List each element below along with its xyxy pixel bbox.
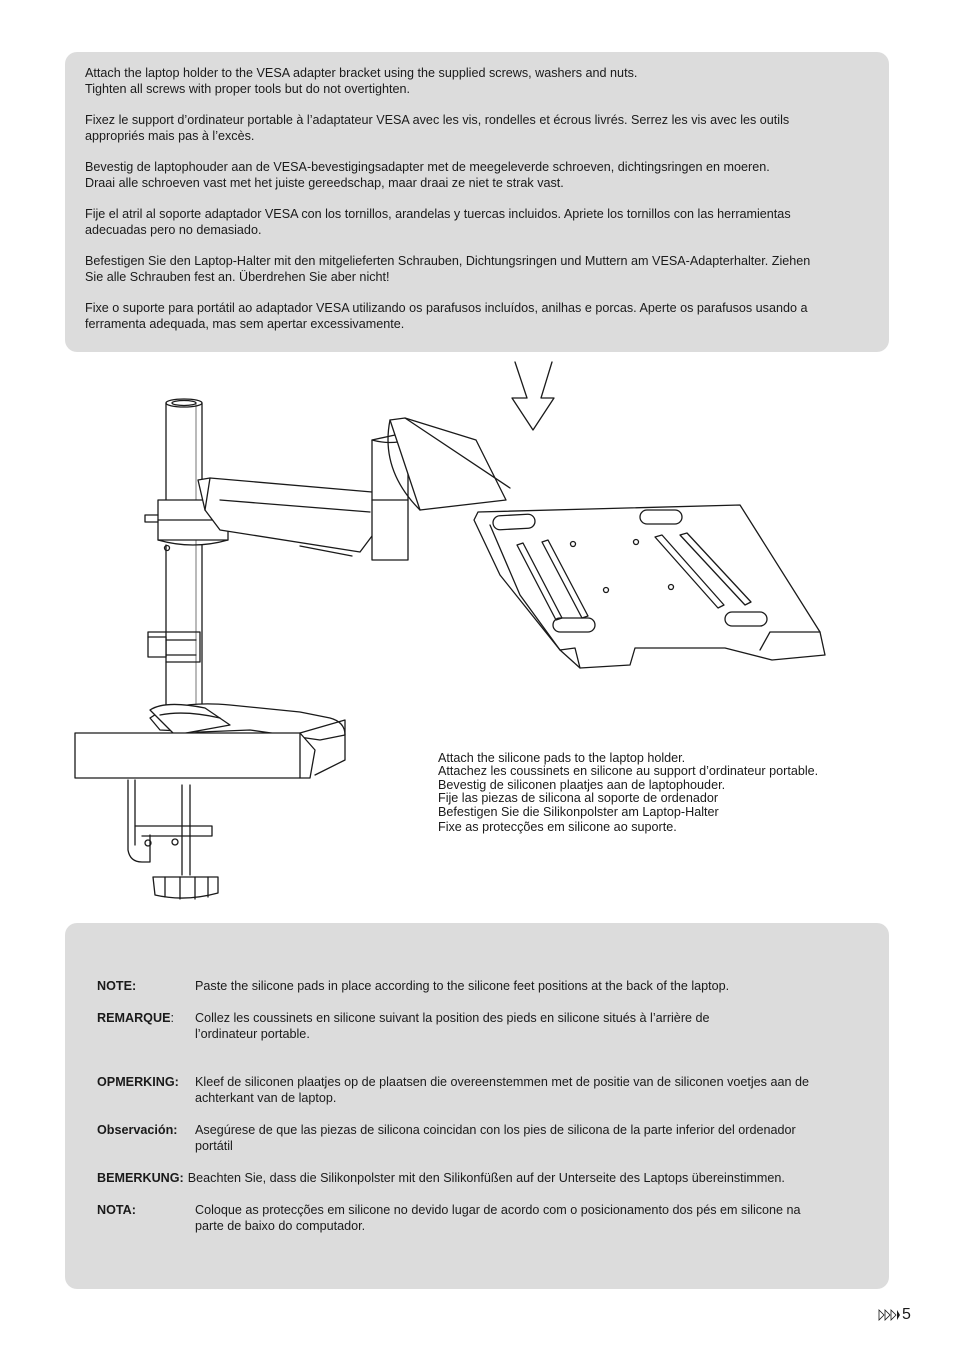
- note-de: BEMERKUNG: Beachten Sie, dass die Silikonpolster mit den Silikonfüßen auf der Unterseite des Laptops übereinstimmen.: [97, 1171, 785, 1185]
- instruction-nl: Bevestig de laptophouder aan de VESA-bevestigingsadapter met de meegeleverde schroeven, dichtingsringen en moeren. Draai alle schroeven vast met het juiste gereedschap, maar draai ze niet te strak vast.: [85, 160, 770, 190]
- instruction-es: Fije el atril al soporte adaptador VESA con los tornillos, arandelas y tuercas incluidos. Apriete los tornillos con las herramientas adecuadas pero no demasiado.: [85, 207, 791, 237]
- instruction-en: Attach the laptop holder to the VESA adapter bracket using the supplied screws, washers and nuts. Tighten all screws with proper tools but do not overtighten.: [85, 66, 638, 96]
- arm-segment: [198, 478, 378, 556]
- note-pt: NOTA: Coloque as protecções em silicone no devido lugar de acordo com o posicionamento dos pés em silicone na parte de baixo do computador.: [97, 1203, 801, 1233]
- notes-panel: [65, 923, 889, 1289]
- pole: [166, 399, 202, 715]
- down-arrow-icon: [512, 362, 554, 430]
- illustration-caption: Attach the silicone pads to the laptop holder. Attachez les coussinets en silicone au support d’ordinateur portable. Bevestig de siliconen plaatjes aan de laptophouder. Fije las piezas de silicona al soporte de ordenador Befestigen Sie die Silikonpolster am Laptop-Halter Fixe as protecções em silicone ao suporte.: [438, 751, 819, 835]
- instruction-panel: [65, 52, 889, 352]
- note-nl: OPMERKING: Kleef de siliconen plaatjes op de plaatsen die overeenstemmen met de positie van de siliconen voetjes aan de achterkant van de laptop.: [97, 1075, 809, 1105]
- instruction-fr: Fixez le support d’ordinateur portable à l’adaptateur VESA avec les vis, rondelles et écrous livrés. Serrez les vis avec les outils appropriés mais pas à l’excès.: [85, 113, 790, 143]
- clamp: [128, 780, 218, 899]
- instruction-de: Befestigen Sie den Laptop-Halter mit den mitgelieferten Schrauben, Dichtungsringen und Muttern am VESA-Adapterhalter. Ziehen Sie alle Schrauben fest an. Überdrehen Sie aber nicht!: [85, 254, 811, 284]
- note-en: NOTE: Paste the silicone pads in place according to the silicone feet positions at the back of the laptop.: [97, 979, 730, 993]
- laptop-tray: [388, 418, 825, 668]
- instruction-pt: Fixe o suporte para portátil ao adaptador VESA utilizando os parafusos incluídos, anilhas e porcas. Aperte os parafusos usando a ferramenta adequada, mas sem apertar excessivamente.: [85, 301, 808, 331]
- note-es: Observación: Asegúrese de que las piezas de silicona coincidan con los pies de silicona de la parte inferior del ordenador portátil: [97, 1123, 796, 1153]
- note-fr: REMARQUE: Collez les coussinets en silicone suivant la position des pieds en silicone situés à l’arrière de l’ordinateur portable.: [97, 1011, 710, 1041]
- page-number: 5: [878, 1306, 911, 1324]
- cable-clip: [148, 632, 200, 662]
- triple-arrow-icon: [878, 1309, 900, 1321]
